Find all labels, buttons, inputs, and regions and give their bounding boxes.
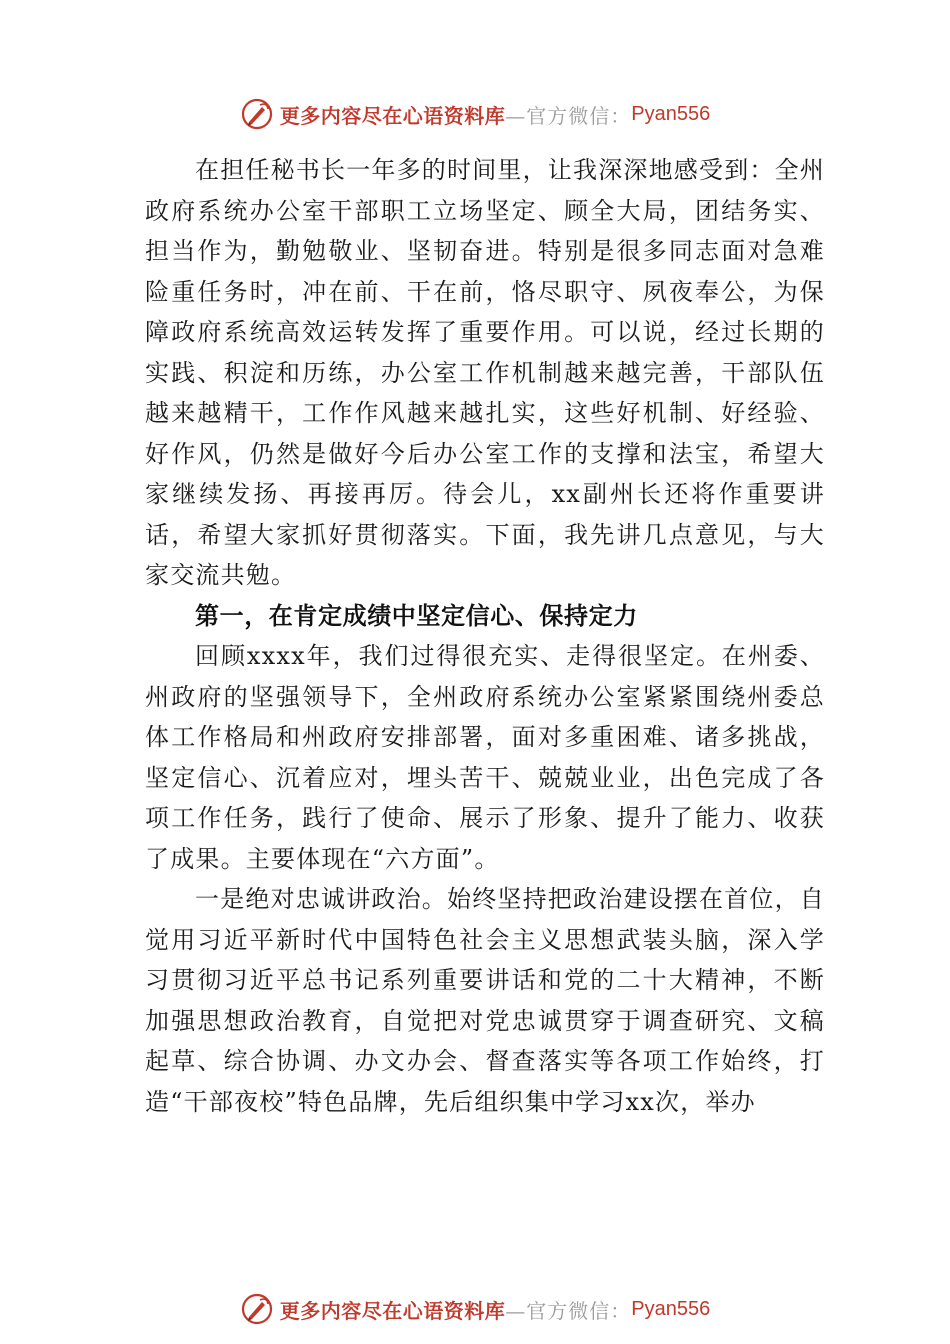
watermark-wechat-id: Pyan556 <box>631 1297 711 1320</box>
watermark-wechat-id: Pyan556 <box>631 102 711 125</box>
watermark-footer <box>0 1291 950 1327</box>
pen-logo-icon <box>240 1292 274 1326</box>
watermark-separator-text: —官方微信： <box>505 1298 632 1323</box>
paragraph-politics: 一是绝对忠诚讲政治。始终坚持把政治建设摆在首位，自觉用习近平新时代中国特色社会主义思想武装头脑，深入学习贯彻习近平总书记系列重要讲话和党的二十大精神，不断加强思想政治教育，自觉把对党忠诚贯穿于调查研究、文稿起草、综合协调、办文办会、督查落实等各项工作始终，打造“干部夜校”特色品牌，先后组织集中学习xx次，举办 <box>145 885 825 1116</box>
section-heading-1: 第一，在肯定成绩中坚定信心、保持定力 <box>195 601 638 630</box>
pen-logo-icon <box>240 97 274 131</box>
watermark-header <box>0 96 950 132</box>
paragraph-intro: 在担任秘书长一年多的时间里，让我深深地感受到：全州政府系统办公室干部职工立场坚定、顾全大局，团结务实、担当作为，勤勉敬业、坚韧奋进。特别是很多同志面对急难险重任务时，冲在前、干在前，恪尽职守、夙夜奉公，为保障政府系统高效运转发挥了重要作用。可以说，经过长期的实践、积淀和历练，办公室工作机制越来越完善，干部队伍越来越精干，工作作风越来越扎实，这些好机制、好经验、好作风，仍然是做好今后办公室工作的支撑和法宝，希望大家继续发扬、再接再厉。待会儿，xx副州长还将作重要讲话，希望大家抓好贯彻落实。下面，我先讲几点意见，与大家交流共勉。 <box>145 156 825 589</box>
document-body <box>145 150 825 1122</box>
watermark-separator-text: —官方微信： <box>505 103 632 128</box>
paragraph-review: 回顾xxxx年，我们过得很充实、走得很坚定。在州委、州政府的坚强领导下，全州政府系统办公室紧紧围绕州委总体工作格局和州政府安排部署，面对多重困难、诸多挑战，坚定信心、沉着应对，埋头苦干、兢兢业业，出色完成了各项工作任务，践行了使命、展示了形象、提升了能力、收获了成果。主要体现在“六方面”。 <box>145 642 825 873</box>
watermark-main-text: 更多内容尽在心语资料库 <box>279 103 506 128</box>
watermark-main-text: 更多内容尽在心语资料库 <box>279 1298 506 1323</box>
